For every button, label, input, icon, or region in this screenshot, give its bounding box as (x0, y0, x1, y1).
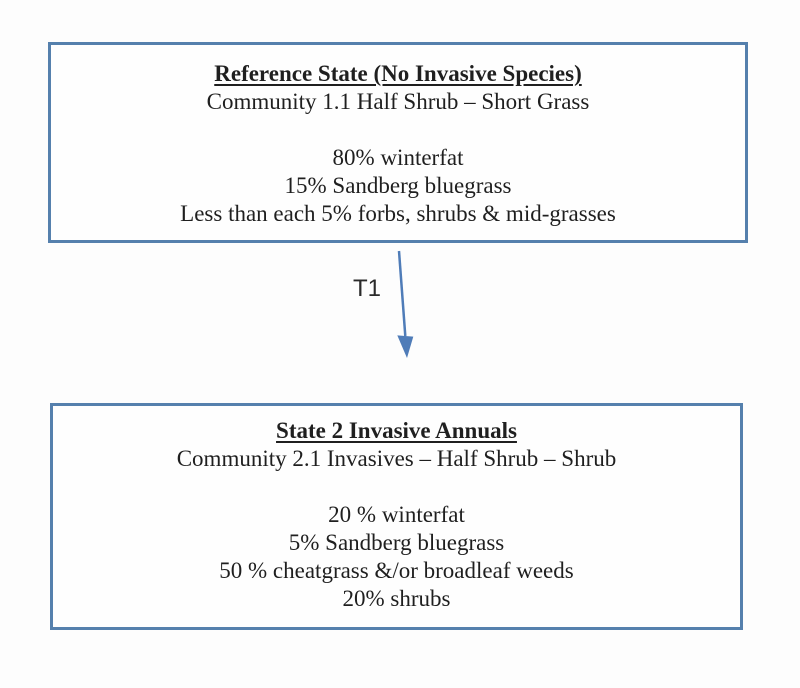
state-2-composition-line: 5% Sandberg bluegrass (288, 530, 505, 555)
state-2-composition-line: 20% shrubs (342, 586, 451, 611)
state-2-title: State 2 Invasive Annuals (276, 418, 517, 443)
reference-state-composition-line: 15% Sandberg bluegrass (284, 173, 512, 198)
state-2-box (50, 403, 743, 630)
reference-state-subtitle: Community 1.1 Half Shrub – Short Grass (206, 89, 590, 114)
reference-state-composition-line: Less than each 5% forbs, shrubs & mid-grasses (180, 201, 616, 226)
transition-label: T1 (353, 275, 382, 302)
down-arrow-icon (340, 244, 470, 369)
state-2-composition-line: 20 % winterfat (328, 502, 465, 527)
reference-state-box (48, 42, 748, 243)
state-2-composition-line: 50 % cheatgrass &/or broadleaf weeds (219, 558, 574, 583)
transition-t1 (340, 244, 470, 369)
state-2-subtitle: Community 2.1 Invasives – Half Shrub – Shrub (176, 446, 617, 471)
spacer (51, 116, 745, 144)
spacer (53, 473, 740, 501)
reference-state-title: Reference State (No Invasive Species) (214, 61, 582, 86)
reference-state-composition-line: 80% winterfat (332, 145, 464, 170)
